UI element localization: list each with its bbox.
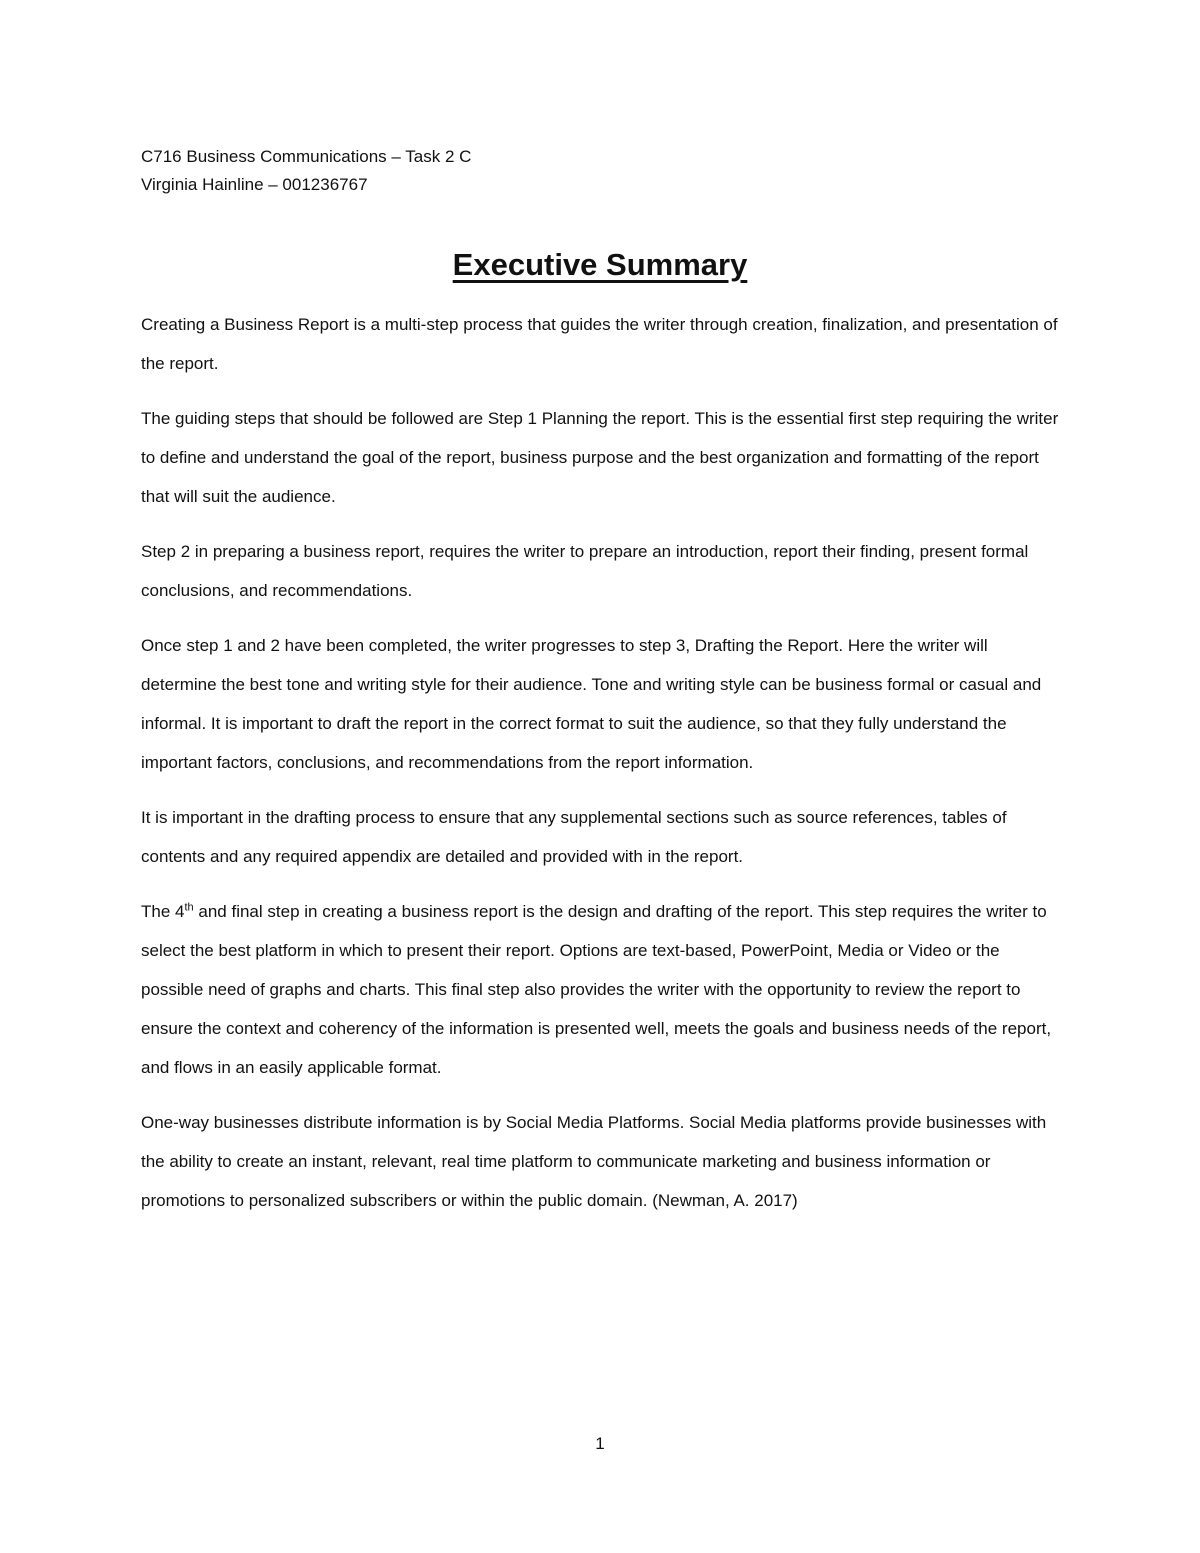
step4-rest: and final step in creating a business report is the design and drafting of the report. This step requires the writer to select the best platform in which to present their report. Options are text-based, PowerPoint, Media or Video or the possible need of graphs and charts. This final step also provides the writer with the opportunity to review the report to ensure the context and coherency of the information is presented well, meets the goals and business needs of the report, and flows in an easily applicable format. — [141, 902, 1052, 1077]
document-body — [141, 305, 1066, 1236]
step4-prefix: The 4 — [141, 902, 185, 921]
paragraph-step3: Once step 1 and 2 have been completed, the writer progresses to step 3, Drafting the Report. Here the writer will determine the best tone and writing style for their audience. Tone and writing style can be business formal or casual and informal. It is important to draft the report in the correct format to suit the audience, so that they fully understand the important factors, conclusions, and recommendations from the report information. — [141, 636, 1042, 772]
paragraph-step4 — [141, 892, 1066, 1087]
paragraph-social-media: One-way businesses distribute information is by Social Media Platforms. Social Media platforms provide businesses with the ability to create an instant, relevant, real time platform to communicate marketing and business information or promotions to personalized subscribers or within the public domain. (Newman, A. 2017) — [141, 1113, 1047, 1210]
step4-superscript: th — [184, 901, 194, 914]
document-title: Executive Summary — [452, 247, 748, 282]
paragraph-step2: Step 2 in preparing a business report, requires the writer to prepare an introduction, report their finding, present formal conclusions, and recommendations. — [141, 542, 1029, 600]
page-number: 1 — [595, 1434, 605, 1453]
paragraph-supplemental: It is important in the drafting process to ensure that any supplemental sections such as source references, tables of contents and any required appendix are detailed and provided with in the report. — [141, 808, 1007, 866]
document-header — [141, 143, 471, 199]
paragraph-step1: The guiding steps that should be followed are Step 1 Planning the report. This is the essential first step requiring the writer to define and understand the goal of the report, business purpose and the best organization and formatting of the report that will suit the audience. — [141, 409, 1059, 506]
author-line: Virginia Hainline – 001236767 — [141, 175, 368, 194]
paragraph-intro: Creating a Business Report is a multi-step process that guides the writer through creation, finalization, and presentation of the report. — [141, 315, 1058, 373]
course-line: C716 Business Communications – Task 2 C — [141, 147, 472, 166]
